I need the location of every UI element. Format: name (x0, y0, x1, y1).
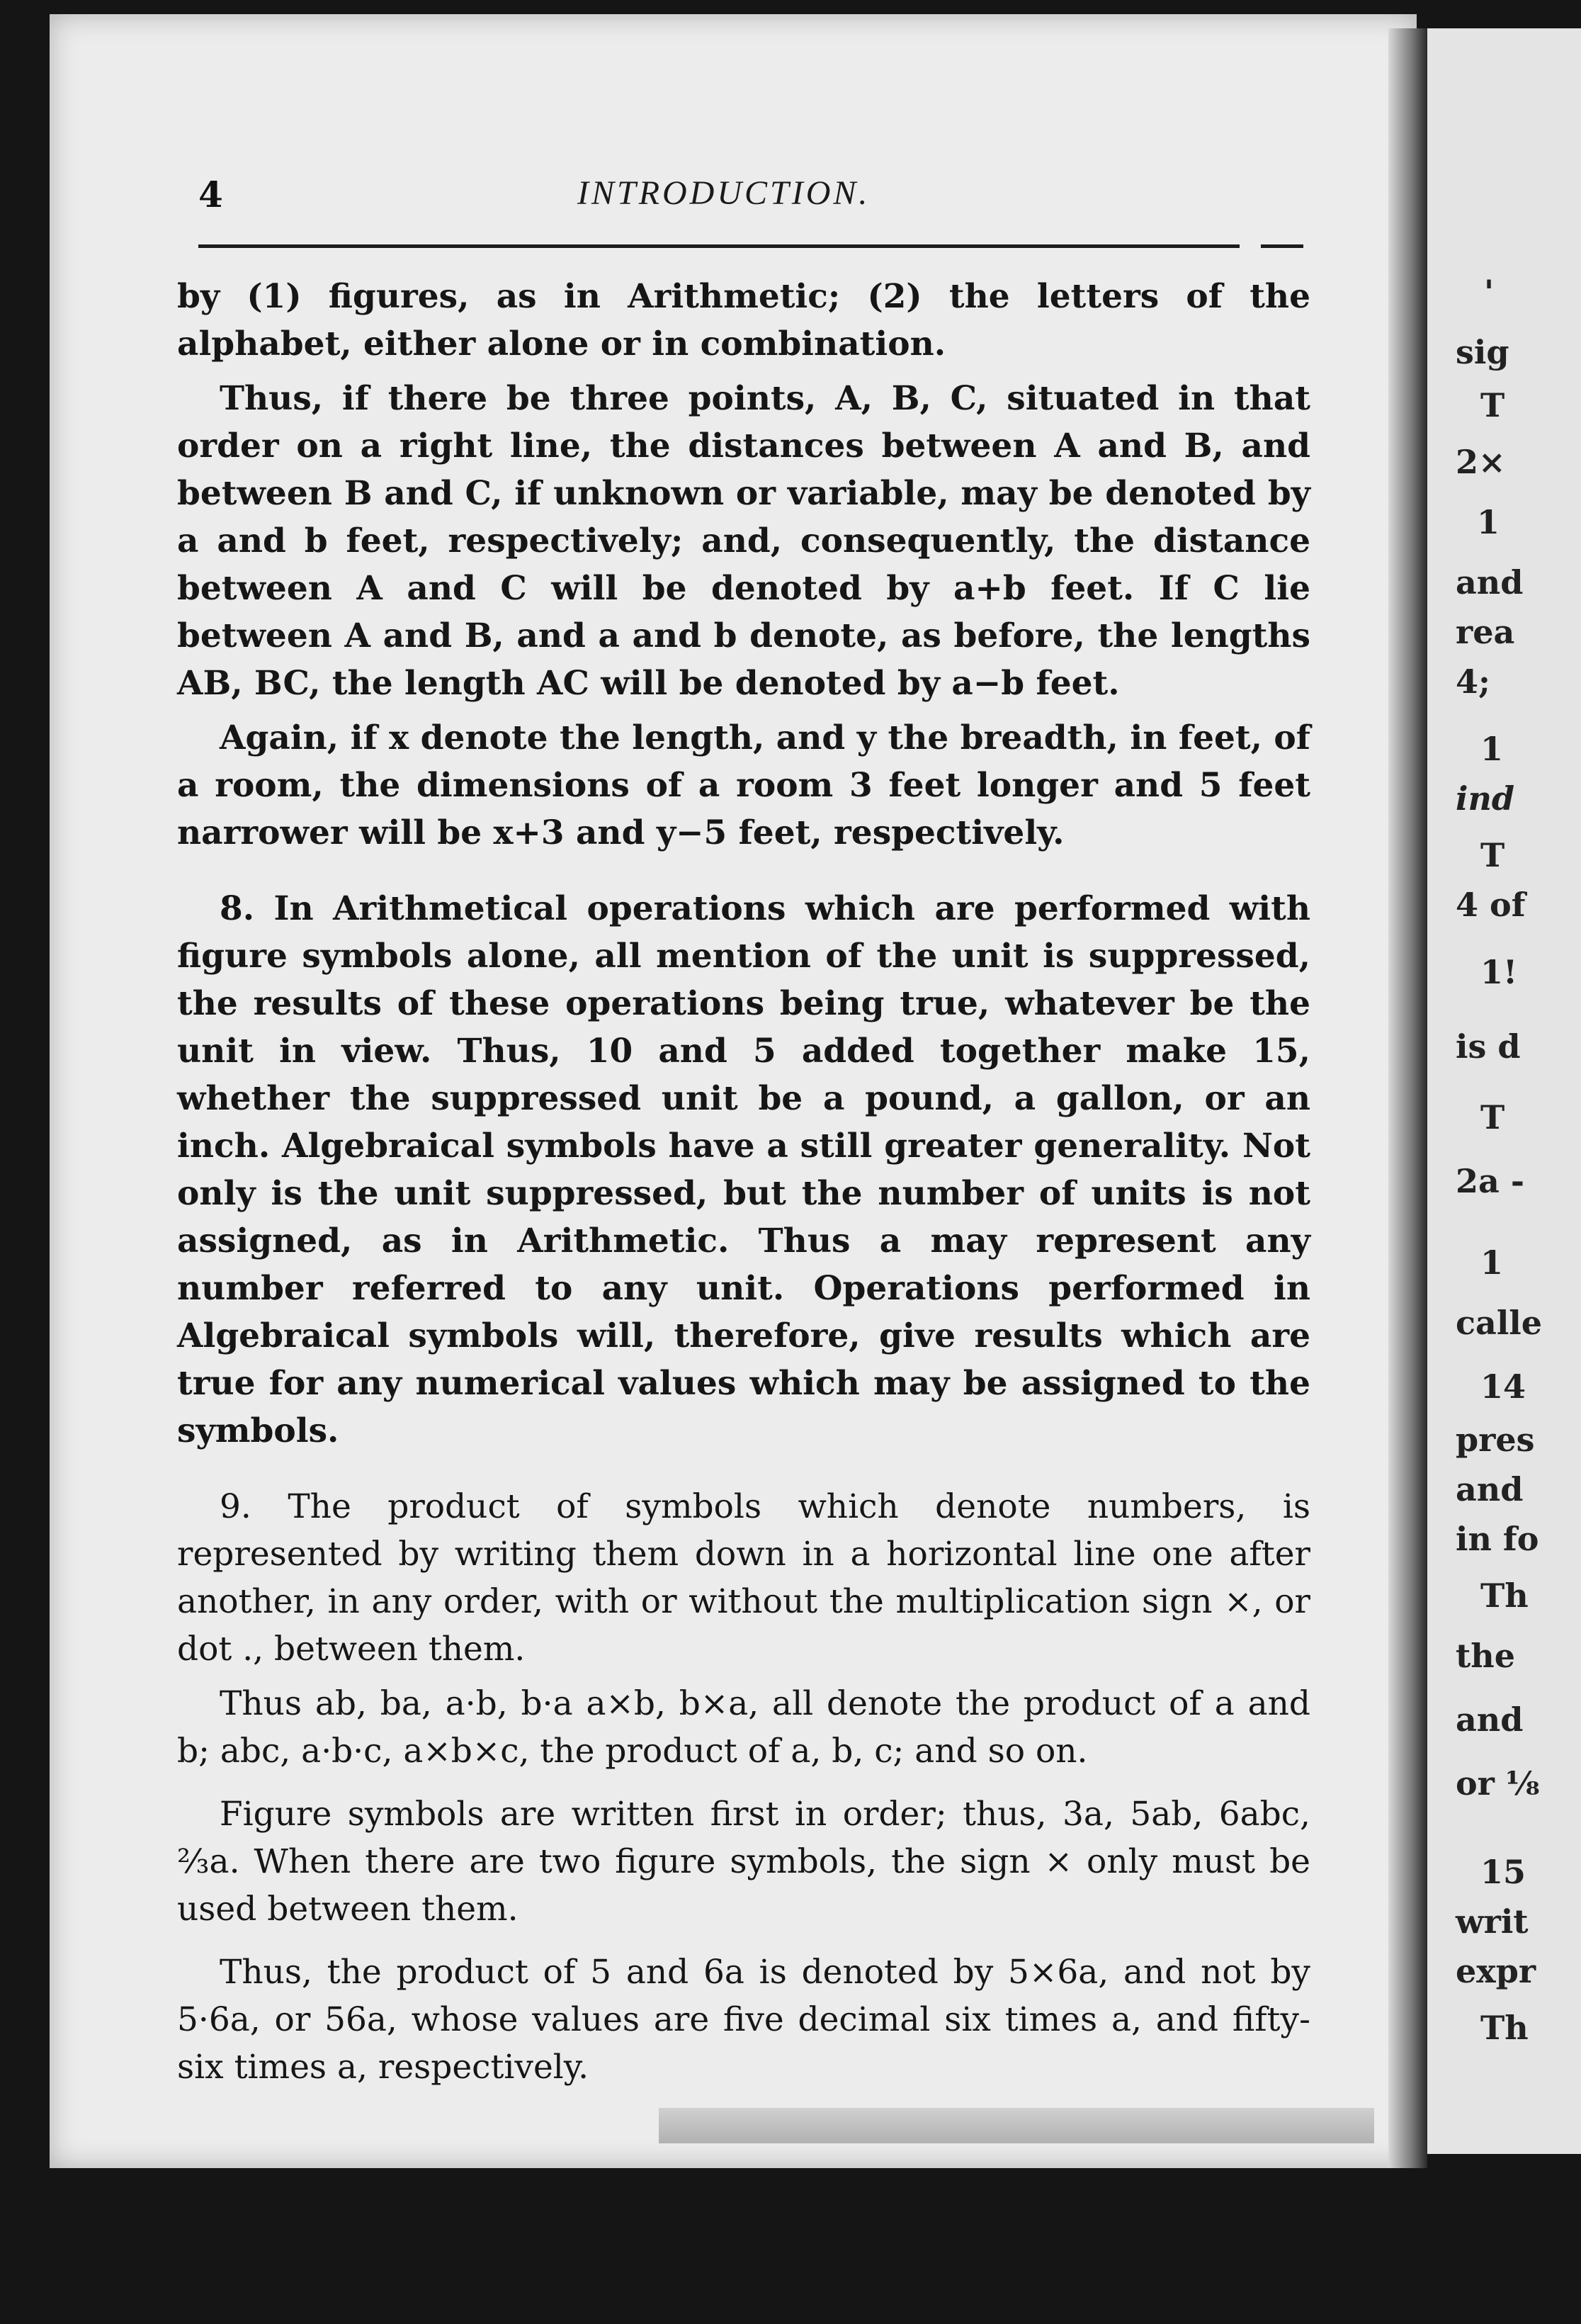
next-page-fragment: calle (1456, 1304, 1543, 1342)
next-page-fragment: writ (1456, 1902, 1529, 1941)
next-page-fragment: Th (1480, 2009, 1529, 2047)
next-page-fragment: the (1456, 1637, 1515, 1675)
next-page-fragment: 15 (1480, 1853, 1526, 1891)
page-number: 4 (198, 174, 223, 215)
body-text (177, 273, 1310, 2091)
next-page-fragment: and (1456, 1700, 1524, 1739)
next-page-fragment: and (1456, 1470, 1524, 1508)
next-page-fragment: is d (1456, 1027, 1521, 1066)
next-page-fragment: or ⅛ (1456, 1764, 1540, 1803)
next-page-fragment: 4; (1456, 662, 1490, 701)
next-page-fragment: T (1480, 836, 1505, 874)
paragraph-continuation: by (1) figures, as in Arithmetic; (2) the letters of the alphabet, either alone or in combination. (177, 277, 1310, 363)
next-page-fragment: 2× (1456, 443, 1506, 481)
next-page-fragment: 1! (1480, 953, 1518, 991)
page-header (198, 174, 1303, 230)
next-page-fragment: expr (1456, 1952, 1536, 1990)
paragraph-product-notation: Thus, the product of 5 and 6a is denoted by 5×6a, and not by 5·6a, or 56a, whose values are five decimal six times a, and fifty-six times a, respectively. (177, 1953, 1310, 2087)
paragraph-room-example: Again, if x denote the length, and y the breadth, in feet, of a room, the dimensions of a room 3 feet longer and 5 feet narrower will be x+3 and y−5 feet, respectively. (177, 718, 1310, 852)
next-page-fragment: ind (1456, 779, 1515, 818)
next-page-fragment: 4 of (1456, 886, 1526, 924)
running-head: INTRODUCTION. (577, 174, 871, 212)
paragraph-figure-symbols: Figure symbols are written first in order; thus, 3a, 5ab, 6abc, ⅔a. When there are two figure symbols, the sign × only must be used between them. (177, 1795, 1310, 1929)
book-gutter (1388, 28, 1427, 2168)
next-page-fragment: T (1480, 386, 1505, 424)
next-page-fragment: Th (1480, 1576, 1529, 1615)
next-page-fragment: sig (1456, 333, 1509, 371)
header-rule-gap (1240, 244, 1261, 248)
next-page-fragment: pres (1456, 1421, 1535, 1459)
paragraph-product-examples: Thus ab, ba, a·b, b·a a×b, b×a, all denote the product of a and b; abc, a·b·c, a×b×c, the product of a, b, c; and so on. (177, 1684, 1310, 1771)
paragraph-section-8: 8. In Arithmetical operations which are performed with figure symbols alone, all mention of the unit is suppressed, the results of these operations being true, whatever be the unit in view. Thus, 10 and 5 added together make 15, whether the suppressed unit be a pound, a gallon, or an inch. Algebraical symbols have a still greater generality. Not only is the unit suppressed, but the number of units is not assigned, as in Arithmetic. Thus a may represent any number referred to any unit. Operations performed in Algebraical symbols will, therefore, give results which are true for any numerical values which may be assigned to the symbols. (177, 889, 1310, 1450)
next-page-fragment: ' (1484, 273, 1495, 311)
next-page-fragment: 1 (1477, 503, 1500, 541)
next-page-edge (1427, 28, 1581, 2154)
next-page-fragment: rea (1456, 613, 1515, 651)
next-page-fragment: 14 (1480, 1367, 1526, 1406)
next-page-fragment: T (1480, 1098, 1505, 1136)
next-page-fragment: 2a - (1456, 1162, 1524, 1200)
page-bottom-shadow (659, 2108, 1374, 2143)
next-page-fragment: and (1456, 563, 1524, 602)
next-page-fragment: 1 (1480, 1243, 1504, 1282)
paragraph-points-example: Thus, if there be three points, A, B, C, situated in that order on a right line, the distances between A and B, and between B and C, if unknown or variable, may be denoted by a and b feet, respectively; and, consequently, the distance between A and C will be denoted by a+b feet. If C lie between A and B, and a and b denote, as before, the lengths AB, BC, the length AC will be denoted by a−b feet. (177, 379, 1310, 703)
next-page-fragment: 1 (1480, 730, 1504, 768)
paragraph-section-9: 9. The product of symbols which denote numbers, is represented by writing them down in a horizontal line one after another, in any order, with or without the multiplication sign ×, or dot ., between them. (177, 1487, 1310, 1669)
header-rule (198, 244, 1303, 248)
next-page-fragment: in fo (1456, 1520, 1539, 1558)
